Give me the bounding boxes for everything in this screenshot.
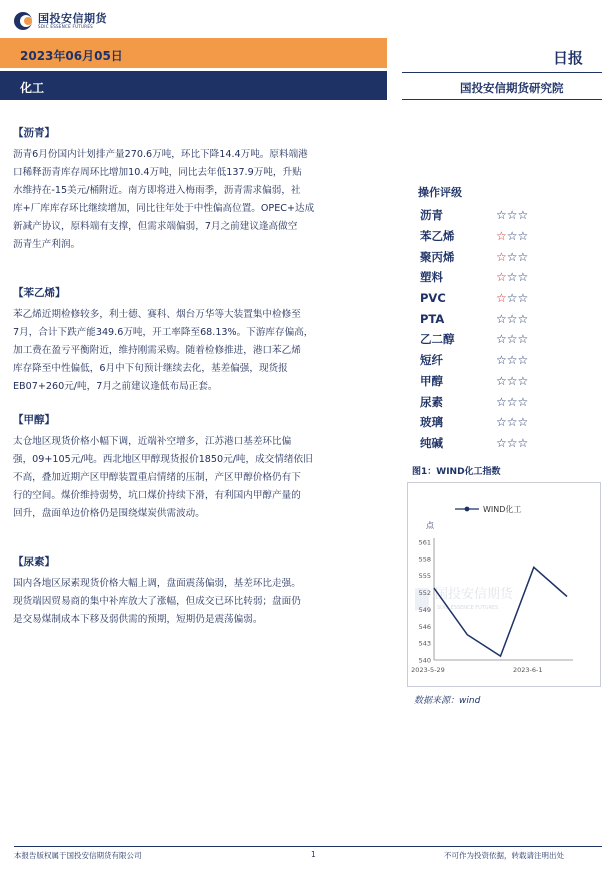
star-empty-icon: ☆ [517, 229, 529, 244]
star-empty-icon: ☆ [517, 394, 529, 409]
rating-stars [496, 353, 528, 367]
y-tick-label: 540 [418, 656, 431, 665]
y-tick-label: 546 [418, 622, 431, 631]
rating-stars [496, 229, 528, 243]
rating-stars [496, 332, 528, 346]
section-methanol [13, 412, 390, 523]
page-number: 1 [311, 850, 316, 859]
star-empty-icon: ☆ [506, 229, 518, 244]
institute-name: 国投安信期货研究院 [460, 81, 564, 95]
section-body [13, 575, 390, 629]
star-empty-icon: ☆ [517, 208, 529, 223]
star-empty-icon: ☆ [496, 394, 507, 409]
rating-row [420, 371, 600, 392]
header-divider [402, 72, 602, 73]
star-empty-icon: ☆ [496, 208, 507, 223]
star-empty-icon: ☆ [517, 353, 529, 368]
star-empty-icon: ☆ [506, 435, 518, 450]
rating-row [420, 329, 600, 350]
paragraph-line: 库+厂库库存环比继续增加，同比往年处于中性偏高位置。OPEC+达成 [13, 203, 315, 214]
rating-row [420, 412, 600, 433]
y-tick-label: 549 [418, 605, 431, 614]
star-empty-icon: ☆ [506, 249, 518, 264]
watermark-text-en: SDIC ESSENCE FUTURES [437, 605, 499, 611]
section-heading: 【苯乙烯】 [13, 287, 66, 299]
rating-product: 聚丙烯 [420, 249, 455, 264]
paragraph-line: EB07+260元/吨，7月之前建议逢低布局正套。 [13, 381, 218, 392]
paragraph-line: 口稀释沥青库存周环比增加10.4万吨，同比去年低137.9万吨，升贴 [13, 167, 302, 178]
paragraph-line: 沥青6月份国内计划排产量270.6万吨，环比下降14.4万吨。原料端港 [13, 149, 308, 160]
star-empty-icon: ☆ [496, 373, 507, 388]
section-title: 化工 [20, 81, 45, 95]
rating-stars [496, 415, 528, 429]
star-empty-icon: ☆ [506, 291, 518, 306]
line-chart [407, 482, 601, 687]
star-empty-icon: ☆ [496, 415, 507, 430]
rating-list [420, 205, 600, 453]
footer-disclaimer: 不可作为投资依据，转载请注明出处 [444, 851, 564, 860]
data-source: 数据来源：wind [414, 696, 481, 706]
report-date: 2023年06月05日 [20, 49, 123, 63]
rating-product: 短纤 [420, 353, 443, 368]
star-empty-icon: ☆ [517, 291, 529, 306]
star-empty-icon: ☆ [496, 311, 507, 326]
paragraph-line: 苯乙烯近期检修较多，利士德、赛科、烟台万华等大装置集中检修至 [13, 309, 301, 320]
star-empty-icon: ☆ [517, 270, 529, 285]
logo-name-cn: 国投安信期货 [38, 12, 107, 25]
section-heading: 【沥青】 [13, 127, 55, 139]
rating-product: 苯乙烯 [420, 229, 455, 244]
rating-stars [496, 312, 528, 326]
star-empty-icon: ☆ [496, 435, 507, 450]
paragraph-line: 行的空间。煤价维持弱势，坑口煤价持续下滑，有利国内甲醇产量的 [13, 490, 301, 501]
series-line [434, 567, 567, 656]
star-empty-icon: ☆ [506, 353, 518, 368]
star-empty-icon: ☆ [517, 311, 529, 326]
rating-stars [496, 250, 528, 264]
paragraph-line: 库存降至中性偏低，6月中下旬预计继续去化，基差偏强，现货报 [13, 363, 288, 374]
rating-product: 甲醇 [420, 373, 443, 388]
star-empty-icon: ☆ [517, 332, 529, 347]
y-axis-unit: 点 [426, 521, 434, 530]
star-empty-icon: ☆ [496, 332, 507, 347]
star-filled-icon: ☆ [496, 291, 507, 306]
rating-stars [496, 208, 528, 222]
paragraph-line: 新减产协议，原料端有支撑，但需求端偏弱，7月之前建议逢高做空 [13, 221, 298, 232]
y-tick-label: 561 [418, 538, 431, 547]
rating-row [420, 391, 600, 412]
section-urea [13, 554, 390, 629]
rating-title: 操作评级 [418, 186, 462, 199]
rating-product: PTA [420, 311, 445, 326]
paragraph-line: 强，09+105元/吨。西北地区甲醇现货报价1850元/吨，成交情绪依旧 [13, 454, 313, 465]
section-banner [0, 71, 387, 100]
footer-divider [14, 846, 602, 847]
star-empty-icon: ☆ [506, 394, 518, 409]
rating-product: 沥青 [420, 208, 443, 223]
x-tick-label: 2023-5-29 [411, 666, 445, 674]
rating-stars [496, 270, 528, 284]
y-tick-label: 543 [418, 639, 431, 648]
logo-mark-icon [14, 9, 36, 33]
paragraph-line: 不高，叠加近期产区甲醇装置重启情绪的压制，产区甲醇价格仍有下 [13, 472, 301, 483]
figure-label: 图1：WIND化工指数 [412, 467, 501, 477]
star-filled-icon: ☆ [496, 249, 507, 264]
paragraph-line: 回升，盘面单边价格仍是围绕煤炭供需波动。 [13, 508, 205, 519]
report-type: 日报 [553, 49, 584, 67]
rating-row [420, 350, 600, 371]
rating-row [420, 226, 600, 247]
star-empty-icon: ☆ [506, 208, 518, 223]
paragraph-line: 太仓地区现货价格小幅下调，近端补空增多，江苏港口基差环比偏 [13, 436, 292, 447]
star-empty-icon: ☆ [517, 249, 529, 264]
rating-product: 纯碱 [420, 435, 443, 450]
rating-row [420, 308, 600, 329]
y-tick-label: 552 [418, 589, 431, 598]
rating-product: 乙二醇 [420, 332, 455, 347]
paragraph-line: 水维持在-15美元/桶附近。南方即将进入梅雨季，沥青需求偏弱，社 [13, 185, 301, 196]
company-logo [14, 9, 134, 35]
x-tick-label: 2023-6-1 [512, 666, 543, 674]
section-heading: 【甲醇】 [13, 414, 55, 426]
watermark-text: 国投安信期货 [435, 587, 514, 602]
star-empty-icon: ☆ [517, 435, 529, 450]
star-filled-icon: ☆ [496, 229, 507, 244]
rating-product: 尿素 [420, 394, 443, 409]
star-empty-icon: ☆ [506, 270, 518, 285]
section-styrene [13, 285, 390, 396]
paragraph-line: 沥青生产利润。 [13, 239, 81, 250]
legend-marker [465, 507, 470, 512]
legend-label: WIND化工 [483, 505, 522, 514]
section-body [13, 306, 390, 396]
footer-copyright: 本报告版权属于国投安信期货有限公司 [14, 851, 142, 860]
section-body [13, 146, 390, 254]
rating-product: 塑料 [420, 270, 443, 285]
section-asphalt [13, 125, 390, 254]
header-divider-bottom [402, 99, 602, 100]
paragraph-line: 是交易煤制成本下移及弱供需的预期，短期仍是震荡偏弱。 [13, 614, 263, 625]
rating-stars [496, 374, 528, 388]
paragraph-line: 国内各地区尿素现货价格大幅上调，盘面震荡偏弱，基差环比走强。 [13, 578, 301, 589]
rating-row [420, 246, 600, 267]
star-empty-icon: ☆ [517, 373, 529, 388]
rating-row [420, 288, 600, 309]
paragraph-line: 现货端因贸易商的集中补库放大了涨幅，但成交已环比转弱；盘面仍 [13, 596, 301, 607]
star-empty-icon: ☆ [517, 415, 529, 430]
section-heading: 【尿素】 [13, 556, 55, 568]
star-empty-icon: ☆ [506, 373, 518, 388]
star-empty-icon: ☆ [506, 311, 518, 326]
rating-row [420, 205, 600, 226]
rating-stars [496, 395, 528, 409]
rating-stars [496, 436, 528, 450]
rating-row [420, 267, 600, 288]
paragraph-line: 加工费在盈亏平衡附近，维持刚需采购。随着检修推进，港口苯乙烯 [13, 345, 301, 356]
logo-name-en: SDIC ESSENCE FUTURES [38, 24, 94, 29]
section-body [13, 433, 390, 523]
y-tick-label: 555 [418, 572, 431, 581]
star-empty-icon: ☆ [496, 353, 507, 368]
star-empty-icon: ☆ [506, 415, 518, 430]
star-empty-icon: ☆ [506, 332, 518, 347]
rating-product: PVC [420, 291, 446, 306]
y-tick-label: 558 [418, 555, 431, 564]
rating-stars [496, 291, 528, 305]
star-filled-icon: ☆ [496, 270, 507, 285]
rating-product: 玻璃 [420, 415, 443, 430]
rating-row [420, 433, 600, 454]
paragraph-line: 7月，合计下跌产能349.6万吨，开工率降至68.13%。下游库存偏高， [13, 327, 314, 338]
